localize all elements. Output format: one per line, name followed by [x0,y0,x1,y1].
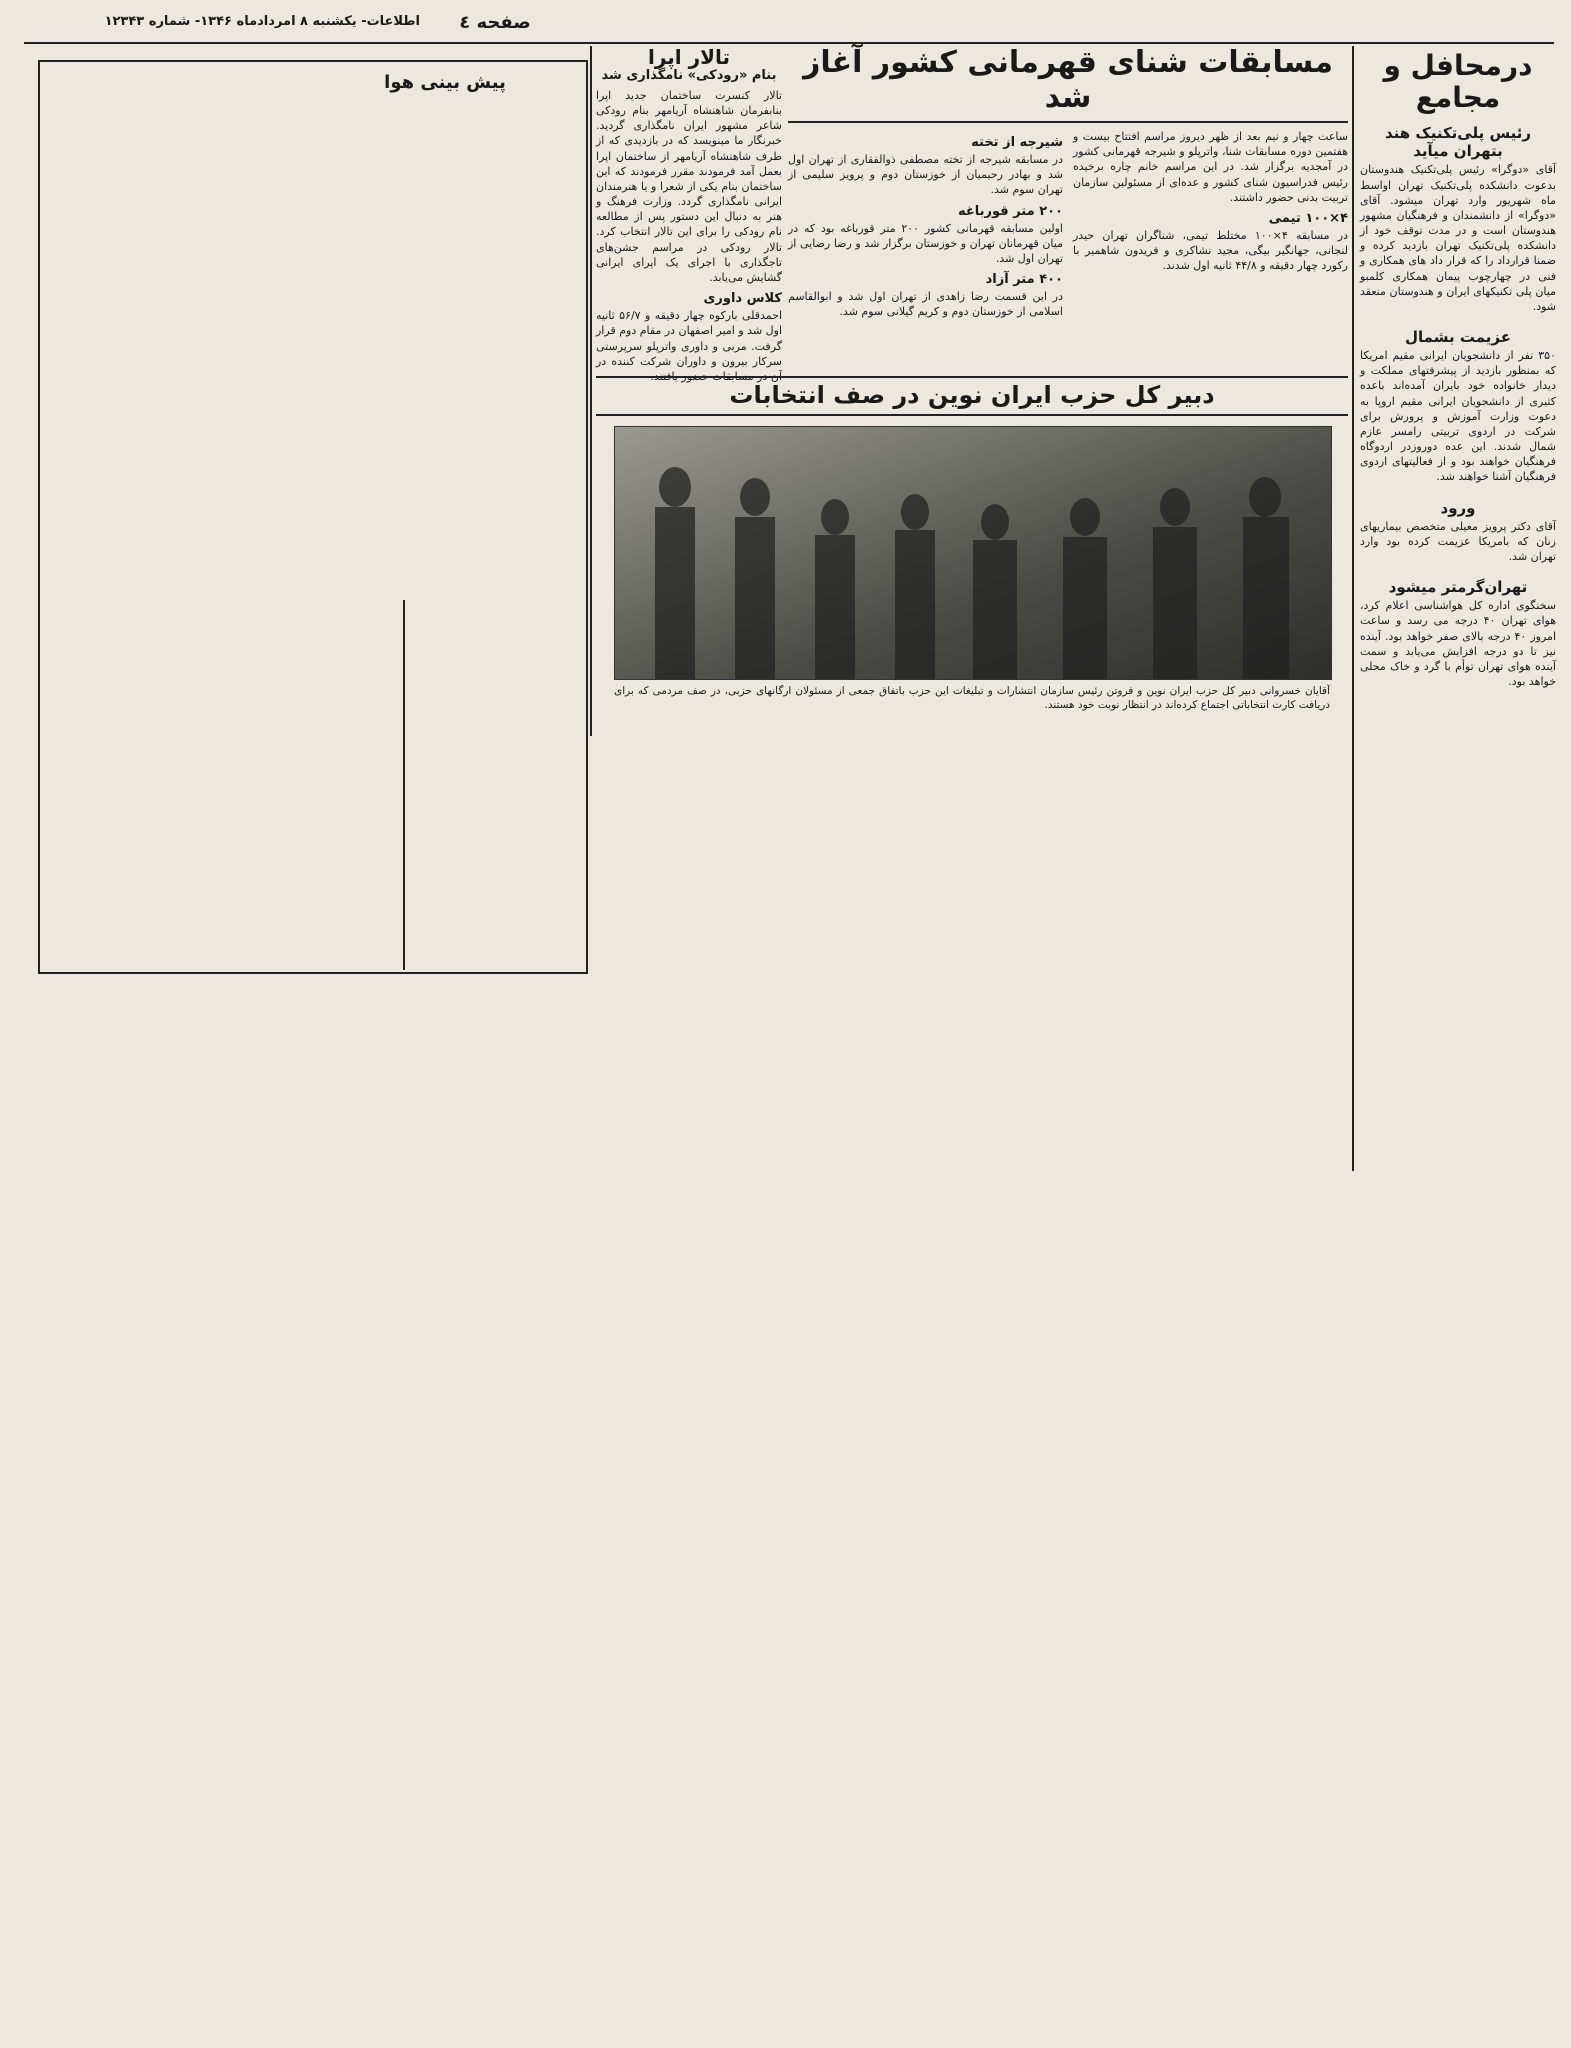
section-title: درمحافل و مجامع [1383,49,1533,115]
opera-subtitle: بنام «رودکی» نامگذاری شد [601,68,777,83]
party-caption: آقایان خسروانی دبیر کل حزب ایران نوین و فروتن رئیس سازمان انتشارات و تبلیغات این حزب باتفاق جمعی از مسئولان ارگانهای حزبی، در صف مردمی که برای دریافت کارت انتخاباتی اجتماع کرده‌اند در انتظار نوبت خود هستند. [614,685,1330,712]
article-heat-body: سخنگوی اداره کل هواشناسی اعلام کرد، هوای تهران ۴۰ درجه می رسد و ساعت امروز ۴۰ درجه بالای صفر خواهد بود. آینده نیز تا دو درجه افزایش می‌یابد و سمت آینده هوای تهران توأم با گرد و خاک محلی خواهد بود. [1360,599,1557,689]
opera-item2-body: احمدقلی بارکوه چهار دقیقه و ۵۶/۷ ثانیه اول شد و امیر اصفهان در مقام دوم قرار گرفت. مربی و داوری واترپلو سرپرستی سرکار بیرون و داوران شرکت کننده در آن در مسابقات حضور یافتند. [596,309,782,383]
opera-item2-title: کلاس داوری [703,291,782,307]
article-north-title: عزیمت بشمال [1405,328,1511,347]
column-right [1360,46,1556,1171]
masthead-rule [24,42,1554,44]
sports-item5-body: در این قسمت رضا زاهدی از تهران اول شد و ابوالقاسم اسلامی از خوزستان دوم و کریم گیلانی سوم شد. [788,290,1063,319]
sports-article [788,46,1348,376]
sports-item4-title: ۲۰۰ متر قورباغه [958,203,1063,219]
party-photo-figures [615,427,1331,679]
article-arrival-body: آقای دکتر پرویز معیلی متخصص بیماریهای زنان که بامریکا عزیمت کرده بود وارد تهران شد. [1360,519,1556,563]
article-north-body: ۳۵۰ نفر از دانشجویان ایرانی مقیم امریکا که بمنظور بازدید از پیشرفتهای مملکت و دیدار خانواده خود بایران آمده‌اند باعده کثیری از دانشجویان ایرانی مقیم اروپا به دعوت وزارت آموزش و پرورش برای شرکت در اردوی تربیتی رامسر عازم شمال شدند. این عده دوروزدر اردوگاه فرهنگیان خواهند بود و از فعالیتهای اردوی فرهنگیان آشنا خواهند شد. [1360,349,1556,484]
sports-item1-body: در مسابقه شیرجه از تخته مصطفی ذوالفقاری از تهران اول شد و بهادر رحیمیان از خوزستان دوم و پرویز سلیمی از تهران سوم شد. [788,153,1063,197]
sports-item3-body: در مسابقه ۴×۱۰۰ مختلط تیمی، شناگران تهران حیدر لنجانی، جهانگیر بیگی، مجید نشاکری و فریدون شاهمیر با رکورد چهار دقیقه و ۴۴/۸ ثانیه اول شدند. [1073,228,1348,273]
sports-item4-body: اولین مسابقه قهرمانی کشور ۲۰۰ متر قورباغه بود که در میان قهرمانان تهران و خوزستان برگزار شد و رضا رضایی از تهران اول شد. [788,221,1063,265]
opera-body: تالار کنسرت ساختمان جدید اپرا بنابفرمان شاهنشاه آریامهر بنام رودکی شاعر مشهور ایران نامگذاری گردید. خبرنگار ما مینویسد که در بازدیدی که از طرف شاهنشاه آریامهر از ساختمان اپرا بعمل آمد فرمودند مقرر فرمودند که این ساختمان بنام یکی از شعرا و یا هنرمندان ایرانی نامگذاری گردد. وزارت فرهنگ و هنر به دنبال این دستور پس از مطالعه نام رودکی را برای این تالار انتخاب کرد. تالار رودکی در مراسم جشن‌های تاجگذاری با اجرای یک اپرای ایرانی گشایش می‌یابد. [596,88,782,284]
article-polytechnic-title: رئیس پلی‌تکنیک هند بتهران میآید [1384,124,1532,161]
masthead-page-label: صفحه ٤ [459,12,531,33]
party-article [596,376,1348,748]
sports-item1-title: شیرجه از تخته [971,135,1063,150]
opera-article [596,45,782,383]
sports-headline: مسابقات شنای قهرمانی کشور آغاز شد [788,46,1348,123]
party-headline: دبیر کل حزب ایران نوین در صف انتخابات [596,376,1348,416]
article-arrival-title: ورود [1440,498,1476,517]
masthead-publication: اطلاعات- یکشنبه ۸ امردادماه ۱۳۴۶- شماره ۱۲۳۴۳ [104,14,420,29]
col-sep-2 [590,46,592,736]
sports-item5-title: ۴۰۰ متر آزاد [985,272,1063,288]
col-sep-1 [1352,46,1354,1171]
opera-title: تالار اپرا [647,45,731,69]
weather-logo: پیش بینی هوا [384,72,506,93]
article-polytechnic-body: آقای «دوگرا» رئیس پلی‌تکنیک هندوستان بدعوت دانشکده پلی‌تکنیک تهران اواسط ماه شهریور وارد تهران میشود. آقای «دوگرا» از دانشمندان و فرهنگیان مشهور هندوستان است و در مدت توقف خود از دانشکده پلی‌تکنیک تهران بازدید کرده و ضمنا قرارداد را که قرار داد های همکاری و فنی در چهارچوب پیمان همکاری کلمبو میان پلی تکنیکهای ایران و هندوستان منعقد شود. [1360,163,1556,313]
sports-intro: ساعت چهار و نیم بعد از ظهر دیروز مراسم افتتاح بیست و هفتمین دوره مسابقات شنا، واترپلو و شیرجه قهرمانی کشور در آمجدیه برگزار شد. در این مراسم خانم چاره برخیده رئیس فدراسیون شنای کشور و عده‌ای از مسئولین سازمان تربیت بدنی حضور داشتند. [1073,130,1348,204]
tv-box [38,60,588,974]
party-photo [614,426,1332,680]
sports-item3-title: ۴×۱۰۰ تیمی [1268,210,1348,226]
article-heat-title: تهران‌گرمتر میشود [1388,578,1528,597]
tv-calendar-column [310,68,580,968]
